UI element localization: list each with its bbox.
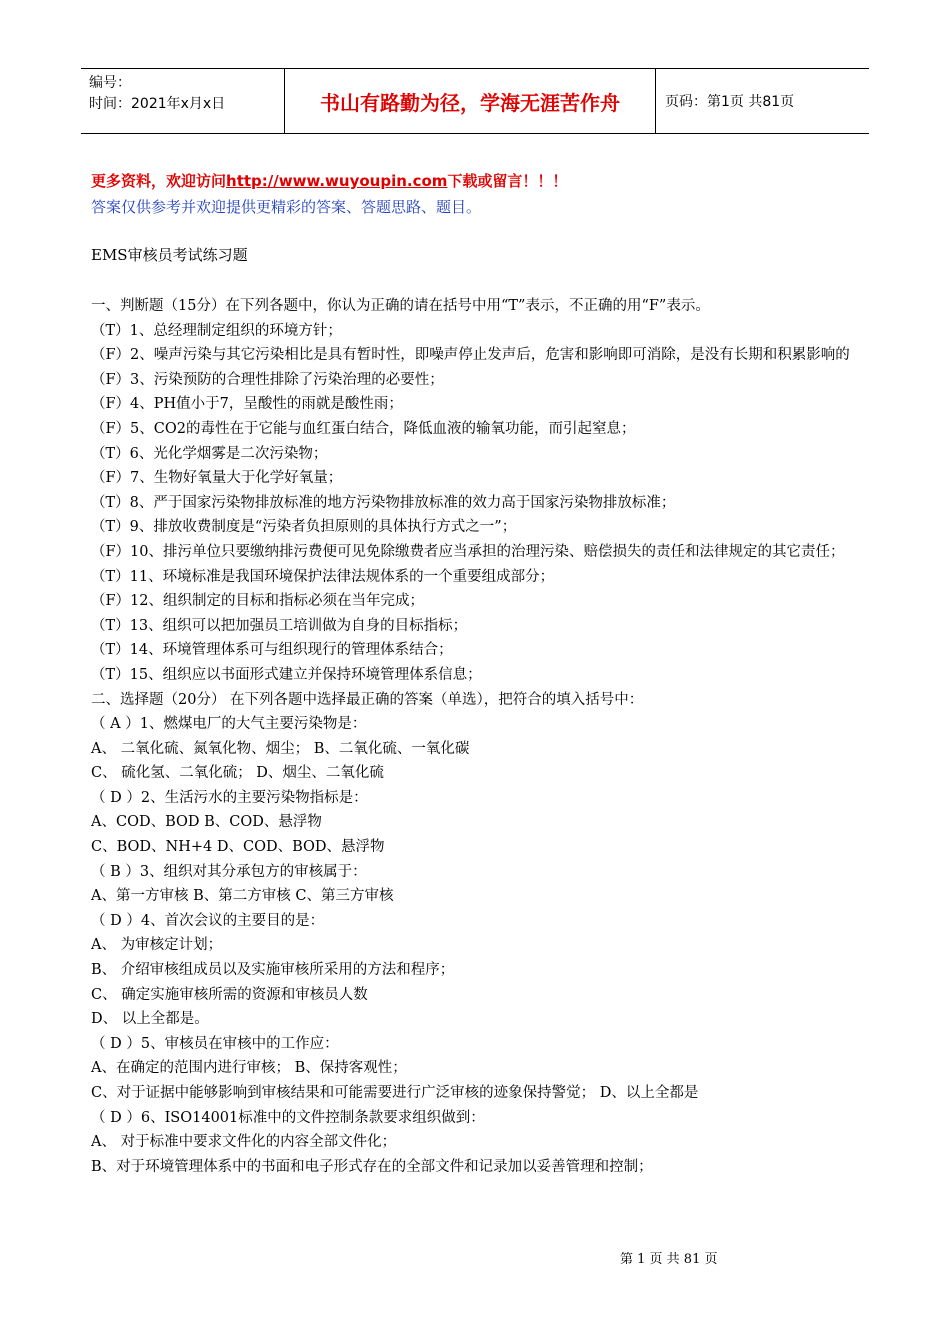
question-line: （T）6、光化学烟雾是二次污染物； [91, 445, 328, 462]
question-line: （T）8、严于国家污染物排放标准的地方污染物排放标准的效力高于国家污染物排放标准； [91, 494, 676, 511]
question-line: A、 为审核定计划； [91, 937, 223, 954]
question-line: （ A ）1、燃煤电厂的大气主要污染物是： [91, 716, 367, 733]
promo-link[interactable]: http://www.wuyoupin.com [226, 172, 448, 190]
header-meta [81, 69, 284, 133]
question-line: C、对于证据中能够影响到审核结果和可能需要进行广泛审核的迹象保持警觉； D、以上全都是 [91, 1085, 699, 1101]
promo-line [91, 170, 567, 191]
question-line: A、 二氧化硫、氮氧化物、烟尘； B、二氧化硫、一氧化碳 [91, 740, 470, 757]
disclaimer-line: 答案仅供参考并欢迎提供更精彩的答案、答题思路、题目。 [91, 198, 482, 216]
document-title: EMS审核员考试练习题 [91, 246, 248, 264]
question-line: （T）1、总经理制定组织的环境方针； [91, 322, 342, 339]
question-line: D、 以上全都是。 [91, 1011, 209, 1028]
question-line: C、BOD、NH+4 D、COD、BOD、悬浮物 [91, 839, 385, 856]
promo-prefix: 更多资料，欢迎访问 [91, 172, 227, 190]
question-line: 一、判断题（15分）在下列各题中，你认为正确的请在括号中用“T”表示，不正确的用“F”表示。 [91, 298, 710, 314]
question-line: C、 硫化氢、二氧化硫； D、烟尘、二氧化硫 [91, 765, 384, 782]
question-line: （T）14、环境管理体系可与组织现行的管理体系结合； [91, 642, 453, 659]
question-line: （F）10、排污单位只要缴纳排污费便可见免除缴费者应当承担的治理污染、赔偿损失的责任和法律规定的其它责任； [91, 543, 845, 560]
page-footer: 第 1 页 共 81 页 [620, 1252, 718, 1267]
question-line: C、 确定实施审核所需的资源和审核员人数 [91, 986, 368, 1003]
number-label: 编号： [89, 75, 131, 91]
header-page-label: 页码：第1页 共81页 [665, 94, 795, 110]
document-header [81, 68, 869, 134]
date-label: 时间：2021年x月x日 [89, 96, 226, 112]
question-line: （ D ）4、首次会议的主要目的是： [91, 912, 325, 929]
question-line: B、对于环境管理体系中的书面和电子形式存在的全部文件和记录加以妥善管理和控制； [91, 1158, 653, 1175]
question-line: （F）5、CO2的毒性在于它能与血红蛋白结合，降低血液的输氧功能，而引起窒息； [91, 420, 636, 437]
question-line: （ D ）6、ISO14001标准中的文件控制条款要求组织做到： [91, 1109, 485, 1126]
question-line: （F）7、生物好氧量大于化学好氧量； [91, 470, 343, 487]
question-line: A、第一方审核 B、第二方审核 C、第三方审核 [91, 888, 394, 905]
question-line: （T）13、组织可以把加强员工培训做为自身的目标指标； [91, 617, 468, 634]
question-line: （T）15、组织应以书面形式建立并保持环境管理体系信息； [91, 666, 482, 683]
question-list [91, 294, 866, 1179]
question-line: 二、选择题（20分） 在下列各题中选择最正确的答案（单选），把符合的填入括号中： [91, 691, 644, 708]
question-line: A、COD、BOD B、COD、悬浮物 [91, 814, 322, 831]
question-line: A、 对于标准中要求文件化的内容全部文件化； [91, 1134, 397, 1151]
question-line: （ D ）5、审核员在审核中的工作应： [91, 1035, 339, 1052]
question-line: （F）3、污染预防的合理性排除了污染治理的必要性； [91, 371, 444, 388]
question-line: （F）4、PH值小于7，呈酸性的雨就是酸性雨； [91, 396, 403, 413]
question-line: （F）2、噪声污染与其它污染相比是具有暂时性，即噪声停止发声后，危害和影响即可消除，是没有长期和积累影响的 [91, 347, 850, 364]
question-line: （T）9、排放收费制度是“污染者负担原则的具体执行方式之一”； [91, 519, 517, 536]
question-line: A、在确定的范围内进行审核； B、保持客观性； [91, 1060, 407, 1077]
question-line: B、 介绍审核组成员以及实施审核所采用的方法和程序； [91, 962, 455, 979]
question-line: （T）11、环境标准是我国环境保护法律法规体系的一个重要组成部分； [91, 568, 555, 585]
question-line: （ B ）3、组织对其分承包方的审核属于： [91, 863, 367, 880]
question-line: （ D ）2、生活污水的主要污染物指标是： [91, 789, 368, 806]
question-line: （F）12、组织制定的目标和指标必须在当年完成； [91, 593, 425, 610]
promo-suffix: 下载或留言！！！ [447, 172, 568, 190]
header-motto: 书山有路勤为径，学海无涯苦作舟 [284, 69, 656, 133]
